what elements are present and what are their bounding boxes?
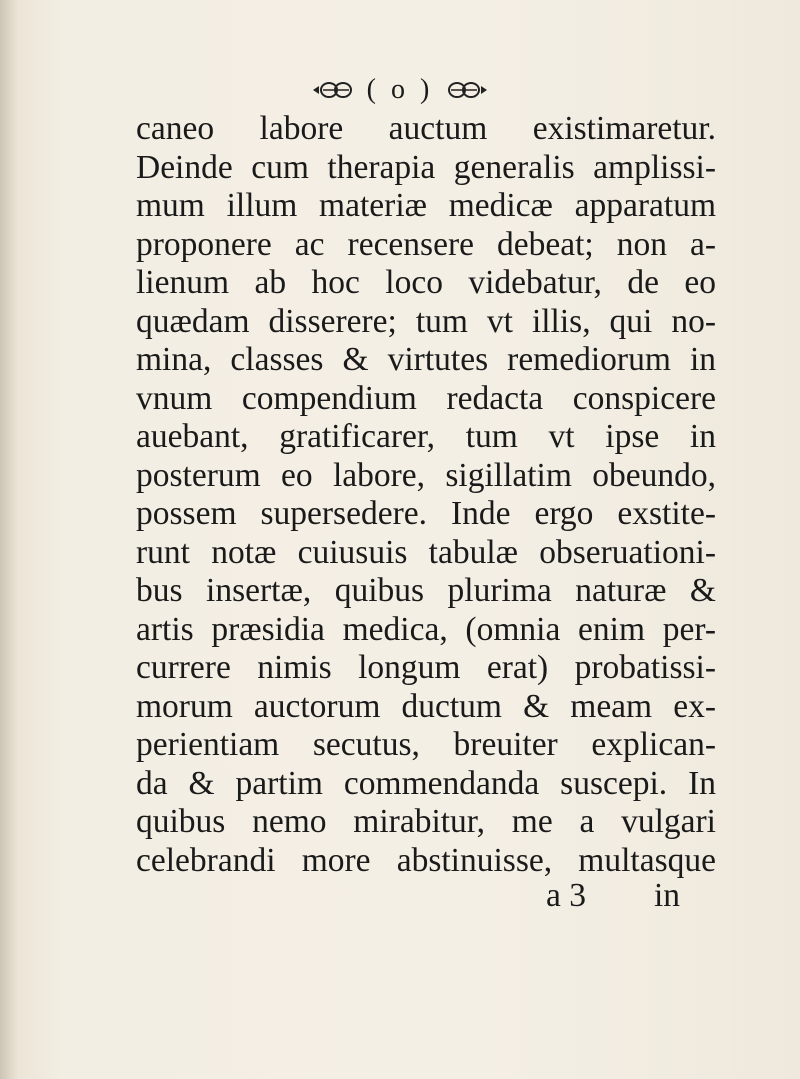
text-line: mina, classes & virtutes remediorum in xyxy=(136,341,716,378)
text-line: lienum ab hoc loco videbatur, de eo xyxy=(136,264,716,301)
text-line: mum illum materiæ medicæ apparatum xyxy=(136,187,716,224)
fleuron-left-icon xyxy=(311,79,355,101)
signature-mark: a 3 xyxy=(546,877,586,914)
body-text xyxy=(136,110,716,880)
text-line: caneo labore auctum existimaretur. xyxy=(136,110,716,147)
fleuron-right-icon xyxy=(445,79,489,101)
text-line: proponere ac recensere debeat; non a- xyxy=(136,225,716,263)
text-line: artis præsidia medica, (omnia enim per- xyxy=(136,610,716,648)
text-line: quibus nemo mirabitur, me a vulgari xyxy=(136,803,716,840)
text-line: morum auctorum ductum & meam ex- xyxy=(136,687,716,725)
text-line: perientiam secutus, breuiter explican- xyxy=(136,726,716,763)
running-header xyxy=(0,74,800,106)
page-footer xyxy=(136,877,716,915)
text-line: Deinde cum therapia generalis amplissi- xyxy=(136,148,716,186)
text-line: bus insertæ, quibus plurima naturæ & xyxy=(136,572,716,609)
catchword: in xyxy=(653,877,680,914)
text-line: currere nimis longum erat) probatissi- xyxy=(136,649,716,686)
text-line: vnum compendium redacta conspicere xyxy=(136,379,716,417)
text-line: celebrandi more abstinuisse, multasque xyxy=(136,841,716,879)
text-line: quædam disserere; tum vt illis, qui no- xyxy=(136,302,716,340)
page-gutter-shadow xyxy=(0,0,18,1079)
text-line: runt notæ cuiusuis tabulæ obseruationi- xyxy=(136,533,716,571)
text-line: da & partim commendanda suscepi. In xyxy=(136,764,716,802)
text-line: possem supersedere. Inde ergo exstite- xyxy=(136,495,716,532)
text-line: posterum eo labore, sigillatim obeundo, xyxy=(136,456,716,494)
text-line: auebant, gratificarer, tum vt ipse in xyxy=(136,418,716,455)
page-marker: ( o ) xyxy=(366,74,434,105)
